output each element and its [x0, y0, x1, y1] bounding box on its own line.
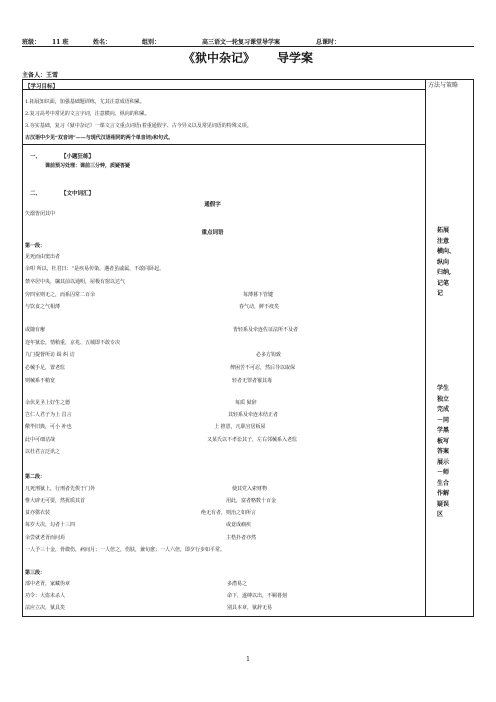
title-sub: 导学案 — [277, 51, 314, 65]
guide-title: 高三语文一轮复习课堂导学案 — [202, 39, 281, 46]
para1-line: 或随有瘳 — [25, 327, 46, 333]
para3-line: 部中老胥，家藏伪章 — [25, 581, 71, 587]
para1-line-right: 必多方钩致 — [256, 352, 282, 358]
side-tip-practice: 学生 独立 完成 －同 学黑 板写 答案 展示 －师 生合 作解 疑误 区 — [437, 385, 450, 518]
para1-line: 必械手足，置老监 — [25, 365, 66, 371]
para3-line-right: 多潜易之 — [227, 581, 248, 587]
goal-item: 3.夯实基础，复习《狱中杂记》一课文言文重点词语(着重通假字、古今异义以及常见词语的特殊义项。 — [25, 123, 252, 129]
header-rule — [22, 46, 474, 47]
para3-line: 法应立决，狱具矣 — [25, 605, 66, 611]
key-words-title: 重点词语 — [201, 230, 224, 236]
para2-label: 第二段： — [25, 474, 46, 480]
preparer: 主备人：王雪 — [22, 72, 59, 79]
para1-line-right: 上 推恩，凡职官居板屋 — [214, 424, 266, 430]
tongjia-title: 通假字 — [204, 202, 221, 208]
para1-line: 迩年狱讼，情稍重，京兆、五城即不敢专决 — [25, 340, 121, 346]
side-tip-expand: 拓展 注意 横向、 纵向 归纳, 记笔 记 — [437, 227, 456, 297]
part1-heading: 【小题狂练】 — [61, 154, 95, 160]
column-divider — [425, 79, 426, 617]
goals-heading: 【学习目标】 — [25, 84, 59, 90]
para1-line: 此中可细诘哉 — [25, 437, 56, 443]
part2-heading: 【文中词汇】 — [61, 191, 95, 197]
para3-line-right: 命下，遂缚以出，不羁晷刻 — [227, 593, 288, 599]
para2-line-right: 或竟成痼疾 — [226, 522, 252, 528]
para1-line: 见死而由窦出者 — [25, 254, 61, 260]
para1-line: 则械系不稍宽 — [25, 378, 56, 384]
para1-line: 余叩 所以，杜君曰：“是疾易传染，遘者虽戚属，不敢同卧起。 — [25, 266, 165, 272]
row-divider-goals-head — [22, 89, 426, 90]
para2-line: 余尝就老胥而问焉 — [25, 535, 66, 541]
page-title — [0, 49, 496, 66]
title-main: 《狱中杂记》 — [182, 51, 255, 65]
para2-line-right: 使其党入索财物 — [232, 486, 268, 492]
para1-line: 儆毕旧典，可小 补也 — [25, 424, 72, 430]
para2-line-right: 绝无有者，则治之如所言 — [201, 510, 257, 516]
para1-line-right: 轻者无罪者罹其毒 — [232, 378, 273, 384]
para2-line: 贫亦罄衣装 — [25, 510, 51, 516]
para1-line-right: 俾困苦不可忍，然后导以取保 — [230, 365, 296, 371]
para1-line: 岂仁人君子为上 昌言 — [25, 412, 72, 418]
side-header: 方法与策略 — [428, 82, 459, 89]
para1-line-right: 春气动，鲜不疫矣 — [239, 304, 280, 310]
para2-line-right: 主梏扑者亦然 — [226, 535, 257, 541]
para1-line-right: 皆轻系及牵连佐证法所不及者 — [233, 327, 299, 333]
group-label: 组别： — [142, 39, 161, 46]
para1-line: 旁四室则无之，而系囚常二百余 — [25, 292, 96, 298]
para1-line-right: 每质 狱辞 — [235, 400, 257, 406]
para1-line-right: 其轻系及牵连未结正者 — [228, 412, 279, 418]
part1-number: 一、 — [30, 154, 42, 160]
para2-line: 每岁大决，勾者十三四 — [25, 522, 76, 528]
para3-label: 第三段： — [25, 570, 46, 576]
part2-number: 二、 — [30, 191, 42, 197]
page-number: 1 — [246, 656, 250, 663]
part1-note: 课前预习处理：课前三分钟，质疑答疑 — [45, 163, 131, 169]
tongjia-text: 矢溺皆闭其中 — [25, 211, 56, 217]
para2-line: 凡死刑狱上，行刑者先俟于门外 — [25, 486, 96, 492]
para3-line-right: 别具本章，狱辞无易 — [227, 605, 273, 611]
total-label: 总课时： — [316, 39, 341, 46]
para1-line: 与饮食之气相薄 — [25, 304, 61, 310]
para1-line-right: 又某氏以不孝讼其子，左右邻械系入老监 — [207, 437, 298, 443]
goal-item: 1.拓展知识面，加强基础题训练，尤其注意成语积累。 — [25, 99, 145, 105]
para2-line: 一人予三十金，骨微伤，病间月；一人倍之，伤肤，兼旬愈；一人六倍，即夕行步如平常。 — [25, 547, 226, 553]
para1-line: 以杜君言泛讯之 — [25, 449, 61, 455]
row-divider-goals-end — [22, 144, 426, 145]
name-label: 姓名： — [93, 39, 112, 46]
para1-line: 余伏见圣上好生之德 — [25, 400, 71, 406]
class-value: 11 班 — [52, 39, 69, 46]
para1-line-right: 每薄暮下管键 — [243, 292, 274, 298]
class-label: 班级： — [22, 39, 41, 46]
para1-line: 禁卒居中央，牖其前以通明，屋极有窗以达气 — [25, 279, 126, 285]
para1-line: 九门提督所访 缉 纠 诘 — [25, 352, 75, 358]
goal-item: 古汉语中少见“双音词”——与现代汉语相同的两个单音词)和句式。 — [25, 135, 174, 141]
para3-line: 功令：大盗未杀人 — [25, 593, 66, 599]
goal-item: 2.复习高考中常见的文言字词，注意横向、纵向的积累。 — [25, 111, 150, 117]
para2-line: 惟大辟无可要，然犹质其首 — [25, 498, 86, 504]
para1-label: 第一段： — [25, 243, 46, 249]
para2-line-right: 用此，富者赂数十百金 — [226, 498, 277, 504]
